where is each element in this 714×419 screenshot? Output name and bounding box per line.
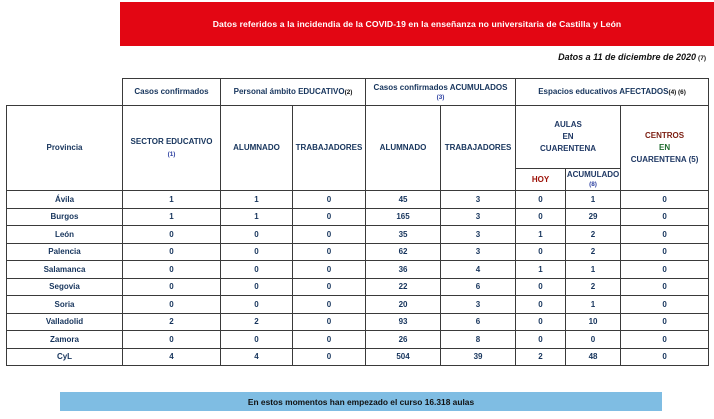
cell-aulas-acumulado: 2 bbox=[566, 278, 621, 296]
cell-provincia: Burgos bbox=[7, 208, 123, 226]
cell-trabajadores-casos: 0 bbox=[293, 278, 366, 296]
column-header-trabajadores-acumulados bbox=[441, 106, 516, 191]
cell-aulas-acumulado: 1 bbox=[566, 261, 621, 279]
cell-sector-educativo: 0 bbox=[123, 243, 221, 261]
cell-centros: 0 bbox=[621, 226, 709, 244]
cell-provincia: Soria bbox=[7, 296, 123, 314]
cell-sector-educativo: 2 bbox=[123, 313, 221, 331]
cell-trabajadores-casos: 0 bbox=[293, 243, 366, 261]
cell-trabajadores-acumulados: 8 bbox=[441, 331, 516, 349]
column-header-alumnado-acumulados-label: ALUMNADO bbox=[379, 143, 427, 152]
cell-trabajadores-casos: 0 bbox=[293, 191, 366, 209]
report-date-text: Datos a 11 de diciembre de 2020 bbox=[558, 52, 697, 62]
column-header-aulas-en-cuarentena bbox=[516, 106, 621, 169]
cell-provincia: Zamora bbox=[7, 331, 123, 349]
cell-alumnado-acumulados: 22 bbox=[366, 278, 441, 296]
cell-trabajadores-casos: 0 bbox=[293, 261, 366, 279]
cell-aulas-hoy: 0 bbox=[516, 208, 566, 226]
table-row bbox=[7, 331, 709, 349]
column-header-provincia-label: Provincia bbox=[46, 143, 83, 152]
cell-alumnado-casos: 0 bbox=[221, 278, 293, 296]
table-row bbox=[7, 208, 709, 226]
group-header-personal-ambito bbox=[221, 79, 366, 106]
column-header-alumnado-acumulados bbox=[366, 106, 441, 191]
group-header-empty bbox=[7, 79, 123, 106]
cell-trabajadores-acumulados: 3 bbox=[441, 243, 516, 261]
column-header-trabajadores-casos-label: TRABAJADORES bbox=[295, 143, 363, 152]
table-total-row bbox=[7, 348, 709, 366]
cell-centros: 0 bbox=[621, 261, 709, 279]
cell-alumnado-acumulados: 35 bbox=[366, 226, 441, 244]
column-header-aulas-line1: AULAS bbox=[554, 119, 582, 129]
cell-sector-educativo: 1 bbox=[123, 208, 221, 226]
cell-trabajadores-casos: 0 bbox=[293, 226, 366, 244]
cell-aulas-acumulado: 2 bbox=[566, 243, 621, 261]
cell-provincia: Segovia bbox=[7, 278, 123, 296]
column-header-alumnado-casos bbox=[221, 106, 293, 191]
table-row bbox=[7, 191, 709, 209]
column-header-alumnado-casos-label: ALUMNADO bbox=[233, 143, 280, 152]
cell-sector-educativo: 0 bbox=[123, 296, 221, 314]
table-column-header-row bbox=[7, 106, 709, 169]
covid-education-table bbox=[6, 78, 709, 366]
cell-trabajadores-acumulados-total: 39 bbox=[441, 348, 516, 366]
column-header-sector-educativo-footnote: (1) bbox=[167, 151, 176, 158]
cell-aulas-acumulado: 1 bbox=[566, 191, 621, 209]
cell-sector-educativo: 0 bbox=[123, 261, 221, 279]
cell-sector-educativo: 0 bbox=[123, 331, 221, 349]
cell-aulas-hoy: 1 bbox=[516, 226, 566, 244]
cell-provincia-total: CyL bbox=[7, 348, 123, 366]
group-header-casos-confirmados bbox=[123, 79, 221, 106]
cell-trabajadores-casos: 0 bbox=[293, 313, 366, 331]
column-header-trabajadores-acumulados-label: TRABAJADORES bbox=[444, 143, 512, 152]
table-group-header-row bbox=[7, 79, 709, 106]
table-row bbox=[7, 313, 709, 331]
cell-sector-educativo: 1 bbox=[123, 191, 221, 209]
report-date-footnote: (7) bbox=[698, 55, 706, 62]
cell-trabajadores-acumulados: 6 bbox=[441, 278, 516, 296]
cell-alumnado-casos: 0 bbox=[221, 331, 293, 349]
cell-centros: 0 bbox=[621, 243, 709, 261]
column-header-aulas-acumulado bbox=[566, 168, 621, 190]
cell-centros-total: 0 bbox=[621, 348, 709, 366]
group-header-casos-confirmados-label: Casos confirmados bbox=[134, 87, 209, 97]
cell-aulas-hoy: 1 bbox=[516, 261, 566, 279]
cell-sector-educativo-total: 4 bbox=[123, 348, 221, 366]
report-date bbox=[558, 52, 706, 62]
cell-aulas-acumulado: 10 bbox=[566, 313, 621, 331]
column-header-aulas-hoy-label: HOY bbox=[531, 174, 550, 184]
column-header-sector-educativo bbox=[123, 106, 221, 191]
cell-alumnado-acumulados: 36 bbox=[366, 261, 441, 279]
column-header-sector-educativo-label: SECTOR EDUCATIVO bbox=[130, 137, 213, 146]
group-header-casos-acumulados-footnote: (3) bbox=[436, 93, 445, 101]
cell-trabajadores-casos: 0 bbox=[293, 296, 366, 314]
cell-centros: 0 bbox=[621, 296, 709, 314]
cell-centros: 0 bbox=[621, 278, 709, 296]
cell-trabajadores-casos: 0 bbox=[293, 208, 366, 226]
cell-alumnado-acumulados: 165 bbox=[366, 208, 441, 226]
cell-aulas-hoy: 0 bbox=[516, 313, 566, 331]
cell-alumnado-casos: 1 bbox=[221, 191, 293, 209]
cell-aulas-hoy: 0 bbox=[516, 191, 566, 209]
cell-aulas-acumulado-total: 48 bbox=[566, 348, 621, 366]
group-header-casos-acumulados bbox=[366, 79, 516, 106]
table-row-highlighted bbox=[7, 296, 709, 314]
group-header-casos-acumulados-label: Casos confirmados ACUMULADOS bbox=[373, 82, 508, 92]
footer-banner bbox=[60, 392, 662, 411]
cell-alumnado-acumulados-total: 504 bbox=[366, 348, 441, 366]
cell-centros: 0 bbox=[621, 191, 709, 209]
cell-alumnado-acumulados: 93 bbox=[366, 313, 441, 331]
cell-centros: 0 bbox=[621, 313, 709, 331]
cell-aulas-hoy: 0 bbox=[516, 296, 566, 314]
group-header-espacios-educativos-label: Espacios educativos AFECTADOS bbox=[538, 87, 669, 97]
cell-alumnado-casos: 1 bbox=[221, 208, 293, 226]
cell-alumnado-casos: 0 bbox=[221, 261, 293, 279]
group-header-espacios-educativos bbox=[516, 79, 709, 106]
footer-text: En estos momentos han empezado el curso 16.318 aulas bbox=[247, 396, 475, 407]
cell-trabajadores-acumulados: 3 bbox=[441, 296, 516, 314]
title-banner bbox=[120, 2, 714, 46]
cell-alumnado-casos: 2 bbox=[221, 313, 293, 331]
column-header-centros-en-cuarentena bbox=[621, 106, 709, 191]
cell-trabajadores-casos-total: 0 bbox=[293, 348, 366, 366]
column-header-trabajadores-casos bbox=[293, 106, 366, 191]
cell-trabajadores-acumulados: 3 bbox=[441, 191, 516, 209]
cell-trabajadores-casos: 0 bbox=[293, 331, 366, 349]
table-row bbox=[7, 243, 709, 261]
column-header-aulas-hoy bbox=[516, 168, 566, 190]
cell-alumnado-casos-total: 4 bbox=[221, 348, 293, 366]
column-header-aulas-line2: EN bbox=[562, 131, 574, 141]
cell-provincia: León bbox=[7, 226, 123, 244]
cell-alumnado-casos: 0 bbox=[221, 226, 293, 244]
title-text: Datos referidos a la incidendia de la COVID-19 en la enseñanza no universitaria de Castilla y León bbox=[212, 19, 622, 29]
cell-provincia: Salamanca bbox=[7, 261, 123, 279]
cell-alumnado-acumulados: 62 bbox=[366, 243, 441, 261]
group-header-personal-ambito-label: Personal ámbito EDUCATIVO bbox=[233, 87, 345, 97]
cell-aulas-hoy: 0 bbox=[516, 331, 566, 349]
cell-sector-educativo: 0 bbox=[123, 278, 221, 296]
cell-provincia: Palencia bbox=[7, 243, 123, 261]
cell-aulas-acumulado: 29 bbox=[566, 208, 621, 226]
cell-trabajadores-acumulados: 4 bbox=[441, 261, 516, 279]
cell-alumnado-casos: 0 bbox=[221, 296, 293, 314]
cell-trabajadores-acumulados: 6 bbox=[441, 313, 516, 331]
column-header-provincia bbox=[7, 106, 123, 191]
cell-alumnado-acumulados: 45 bbox=[366, 191, 441, 209]
cell-provincia: Valladolid bbox=[7, 313, 123, 331]
group-header-espacios-educativos-footnote: (4) (6) bbox=[668, 89, 686, 97]
cell-centros: 0 bbox=[621, 331, 709, 349]
cell-alumnado-acumulados: 20 bbox=[366, 296, 441, 314]
cell-aulas-hoy: 0 bbox=[516, 278, 566, 296]
column-header-aulas-acumulado-label: ACUMULADO bbox=[566, 169, 620, 179]
column-header-aulas-line3: CUARENTENA bbox=[540, 143, 597, 153]
column-header-centros-line3: CUARENTENA (5) bbox=[630, 155, 699, 164]
column-header-aulas-acumulado-footnote: (8) bbox=[589, 181, 597, 189]
cell-alumnado-casos: 0 bbox=[221, 243, 293, 261]
cell-aulas-acumulado: 2 bbox=[566, 226, 621, 244]
group-header-personal-ambito-footnote: (2) bbox=[344, 89, 353, 97]
table-row bbox=[7, 261, 709, 279]
cell-trabajadores-acumulados: 3 bbox=[441, 226, 516, 244]
column-header-centros-line2: EN bbox=[658, 143, 671, 152]
cell-sector-educativo: 0 bbox=[123, 226, 221, 244]
cell-aulas-acumulado: 1 bbox=[566, 296, 621, 314]
cell-trabajadores-acumulados: 3 bbox=[441, 208, 516, 226]
cell-aulas-hoy-total: 2 bbox=[516, 348, 566, 366]
cell-aulas-acumulado: 0 bbox=[566, 331, 621, 349]
column-header-centros-line1: CENTROS bbox=[644, 131, 685, 140]
cell-provincia: Ávila bbox=[7, 191, 123, 209]
table-row bbox=[7, 226, 709, 244]
cell-alumnado-acumulados: 26 bbox=[366, 331, 441, 349]
cell-aulas-hoy: 0 bbox=[516, 243, 566, 261]
table-row bbox=[7, 278, 709, 296]
cell-centros: 0 bbox=[621, 208, 709, 226]
